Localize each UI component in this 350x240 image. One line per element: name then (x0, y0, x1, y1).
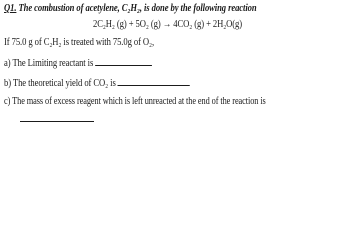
given-quantities: If 75.0 g of C₂H₂ is treated with 75.0g of O₂, (4, 37, 155, 48)
reaction-equation: 2C₂H₂ (g) + 5O₂ (g) → 4CO₂ (g) + 2H₂O(g) (93, 19, 243, 30)
part-a-text: The Limiting reactant is (12, 58, 94, 69)
part-b (4, 77, 190, 90)
part-b-label: b) (4, 78, 12, 89)
part-a (4, 57, 152, 70)
question-intro-line (4, 3, 257, 15)
part-a-answer-blank[interactable] (95, 57, 152, 66)
part-c-text: The mass of excess reagent which is left unreacted at the end of the reaction is (12, 96, 266, 107)
part-c (4, 96, 266, 108)
question-number: Q1. (4, 3, 17, 14)
part-b-text: The theoretical yield of CO₂ is (12, 78, 116, 89)
part-a-label: a) (4, 58, 11, 69)
part-c-answer-blank[interactable] (20, 113, 94, 122)
part-c-label: c) (4, 96, 11, 107)
part-b-answer-blank[interactable] (118, 77, 190, 86)
question-intro: The combustion of acetylene, C₂H₂, is done by the following reaction (18, 3, 257, 14)
